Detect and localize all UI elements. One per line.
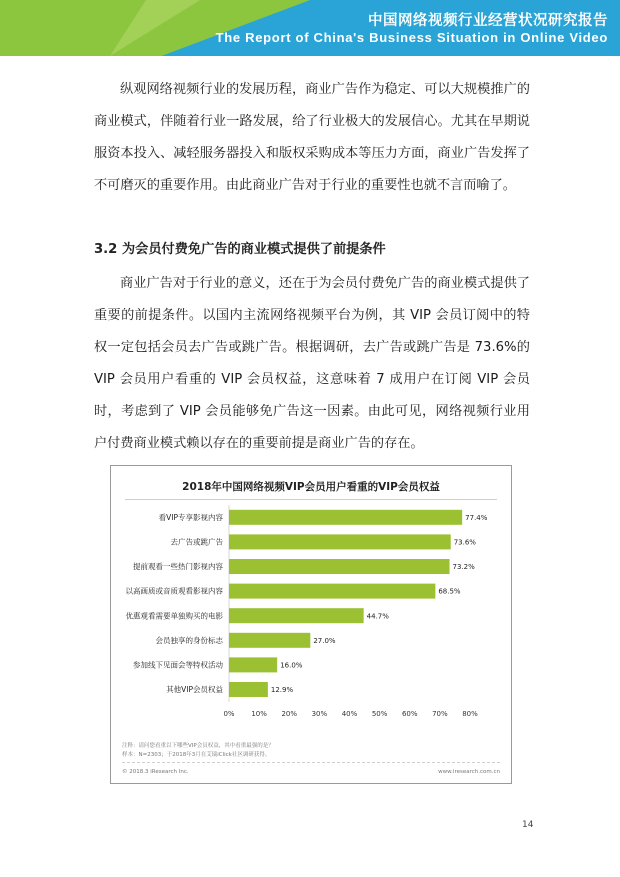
chart-figure	[110, 465, 512, 784]
chart-title: 2018年中国网络视频VIP会员用户看重的VIP会员权益	[182, 481, 440, 493]
value-label: 44.7%	[366, 612, 389, 621]
value-label: 68.5%	[438, 587, 461, 596]
chart-website: www.iresearch.com.cn	[438, 769, 500, 775]
category-label: 其他VIP会员权益	[166, 685, 223, 695]
bar	[229, 584, 435, 599]
x-tick-label: 70%	[432, 709, 448, 718]
paragraph-1: 纵观网络视频行业的发展历程，商业广告作为稳定、可以大规模推广的商业模式，伴随着行业一路发展，给了行业极大的发展信心。尤其在早期说服资本投入、减轻服务器投入和版权采购成本等压力方面，商业广告发挥了不可磨灭的重要作用。由此商业广告对于行业的重要性也就不言而喻了。	[94, 82, 530, 193]
header-title-cn: 中国网络视频行业经营状况研究报告	[368, 13, 608, 29]
report-header	[0, 0, 620, 56]
x-tick-label: 0%	[223, 709, 235, 718]
bar	[229, 510, 462, 525]
category-label: 看VIP专享影视内容	[158, 512, 223, 522]
bar	[229, 559, 450, 574]
paragraph-2: 商业广告对于行业的意义，还在于为会员付费免广告的商业模式提供了重要的前提条件。以国内主流网络视频平台为例，其 VIP 会员订阅中的特权一定包括会员去广告或跳广告。根据调研，去广告或跳广告是 73.6%的 VIP 会员用户看重的 VIP 会员权益，这意味着 7 成用户在订阅 VIP 会员时，考虑到了 VIP 会员能够免广告这一因素。由此可见，网络视频行业用户付费商业模式赖以存在的重要前提是商业广告的存在。	[94, 276, 530, 451]
x-tick-label: 80%	[462, 709, 478, 718]
bar-chart	[111, 466, 511, 783]
page-number: 14	[522, 820, 534, 830]
category-label: 提前观看一些热门影视内容	[133, 562, 223, 572]
category-label: 参加线下见面会等特权活动	[133, 660, 223, 670]
category-label: 优惠观看需要单独购买的电影	[125, 611, 223, 621]
value-label: 12.9%	[270, 686, 294, 695]
x-tick-label: 50%	[371, 709, 388, 718]
x-tick-label: 60%	[401, 709, 418, 718]
bar	[229, 608, 364, 623]
chart-copyright: © 2018.3 iResearch Inc.	[122, 769, 189, 775]
value-label: 16.0%	[280, 661, 303, 670]
chart-note: 注释：请问您看重以下哪些VIP会员权益，其中看重最强的是？	[122, 743, 274, 749]
chart-sample-note: 样本：N=2303；于2018年3月在艾瑞iClick社区调研获得。	[122, 752, 271, 758]
x-tick-label: 40%	[341, 709, 358, 718]
value-label: 73.2%	[452, 563, 475, 572]
value-label: 77.4%	[465, 513, 488, 522]
x-tick-label: 20%	[281, 709, 298, 718]
bar	[229, 633, 310, 648]
category-label: 会员独享的身份标志	[155, 635, 223, 645]
x-tick-label: 30%	[311, 709, 328, 718]
category-label: 去广告或跳广告	[170, 537, 223, 547]
category-label: 以高画质或音质观看影视内容	[125, 586, 223, 596]
x-tick-label: 10%	[251, 709, 267, 718]
value-label: 27.0%	[313, 636, 336, 645]
bar	[229, 682, 268, 697]
bar	[229, 657, 277, 672]
section-heading: 3.2 为会员付费免广告的商业模式提供了前提条件	[94, 242, 386, 257]
header-title-en: The Report of China's Business Situation in Online Video	[215, 30, 608, 45]
value-label: 73.6%	[453, 538, 476, 547]
bar	[229, 534, 451, 549]
chart-footer-divider	[122, 762, 500, 763]
